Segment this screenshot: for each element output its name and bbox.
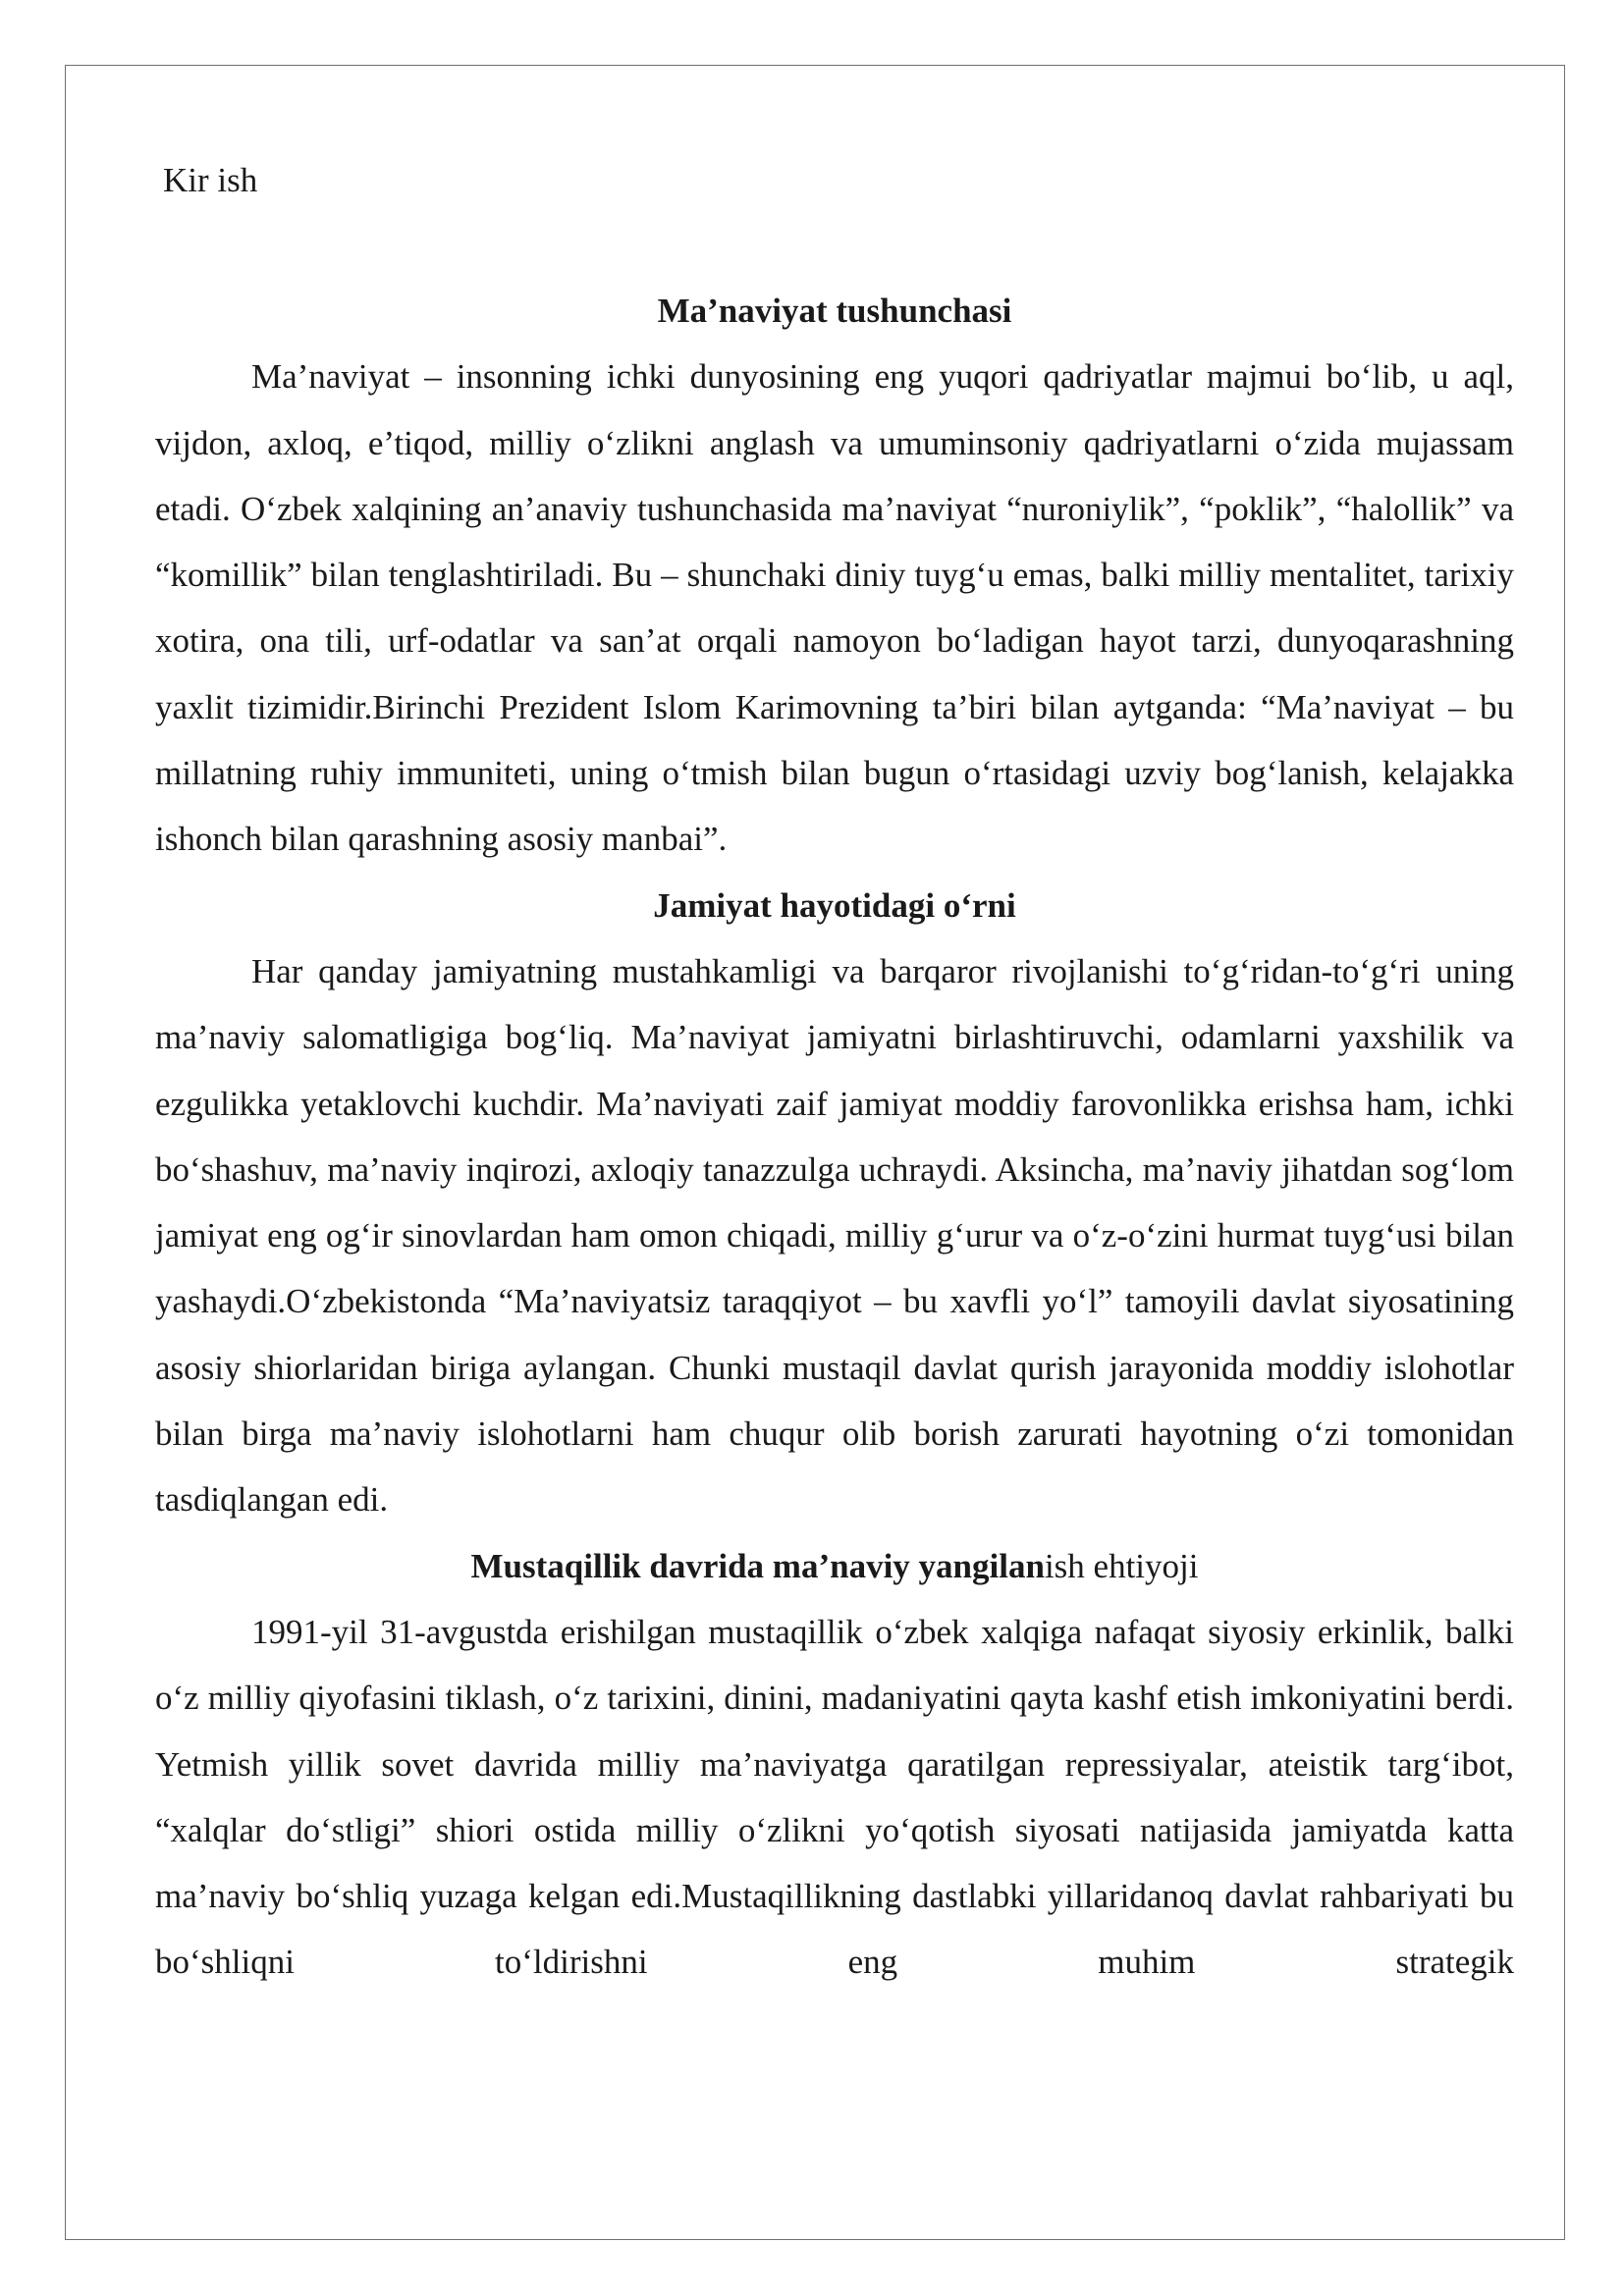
section-heading-mustaqillik [155,1533,1514,1599]
blank-line [155,213,1514,278]
section-heading-jamiyat: Jamiyat hayotidagi o‘rni [653,885,1016,925]
heading-plain-part: ish ehtiyoji [1044,1546,1199,1585]
document-body [155,147,1514,1996]
section-paragraph-mustaqillik: 1991-yil 31-avgustda erishilgan mustaqillik o‘zbek xalqiga nafaqat siyosiy erkinlik, balki o‘z milliy qiyofasini tiklash, o‘z tarixini, dinini, madaniyatini qayta kashf etish imkoniyatini berdi. Yetmish yillik sovet davrida milliy ma’naviyatga qaratilgan repressiyalar, ateistik targ‘ibot, “xalqlar do‘stligi” shiori ostida milliy o‘zlikni yo‘qotish siyosati natijasida jamiyatda katta ma’naviy bo‘shliq yuzaga kelgan edi.Mustaqillikning dastlabki yillaridanoq davlat rahbariyati bu bo‘shliqni to‘ldirishni eng muhim strategik [155,1612,1514,1982]
intro-label: Kir ish [163,161,258,199]
section-paragraph-jamiyat: Har qanday jamiyatning mustahkamligi va barqaror rivojlanishi to‘g‘ridan-to‘g‘ri uning ma’naviy salomatligiga bog‘liq. Ma’naviyat jamiyatni birlashtiruvchi, odamlarni yaxshilik va ezgulikka yetaklovchi kuchdir. Ma’naviyati zaif jamiyat moddiy farovonlikka erishsa ham, ichki bo‘shashuv, ma’naviy inqirozi, axloqiy tanazzulga uchraydi. Aksincha, ma’naviy jihatdan sog‘lom jamiyat eng og‘ir sinovlardan ham omon chiqadi, milliy g‘urur va o‘z-o‘zini hurmat tuyg‘usi bilan yashaydi.O‘zbekistonda “Ma’naviyatsiz taraqqiyot – bu xavfli yo‘l” tamoyili davlat siyosatining asosiy shiorlaridan biriga aylangan. Chunki mustaqil davlat qurish jarayonida moddiy islohotlar bilan birga ma’naviy islohotlarni ham chuqur olib borish zarurati hayotning o‘zi tomonidan tasdiqlangan edi. [155,951,1514,1520]
heading-bold-part: Mustaqillik davrida ma’naviy yangilan [470,1546,1045,1585]
section-heading-manaviyat: Ma’naviyat tushunchasi [657,292,1012,330]
section-paragraph-manaviyat: Ma’naviyat – insonning ichki dunyosining eng yuqori qadriyatlar majmui bo‘lib, u aql, vijdon, axloq, e’tiqod, milliy o‘zlikni anglash va umuminsoniy qadriyatlarni o‘zida mujassam etadi. O‘zbek xalqining an’anaviy tushunchasida ma’naviyat “nuroniylik”, “poklik”, “halollik” va “komillik” bilan tenglashtiriladi. Bu – shunchaki diniy tuyg‘u emas, balki milliy mentalitet, tarixiy xotira, ona tili, urf-odatlar va san’at orqali namoyon bo‘ladigan hayot tarzi, dunyoqarashning yaxlit tizimidir.Birinchi Prezident Islom Karimovning ta’biri bilan aytganda: “Ma’naviyat – bu millatning ruhiy immuniteti, uning o‘tmish bilan bugun o‘rtasidagi uzviy bog‘lanish, kelajakka ishonch bilan qarashning asosiy manbai”. [155,357,1514,859]
